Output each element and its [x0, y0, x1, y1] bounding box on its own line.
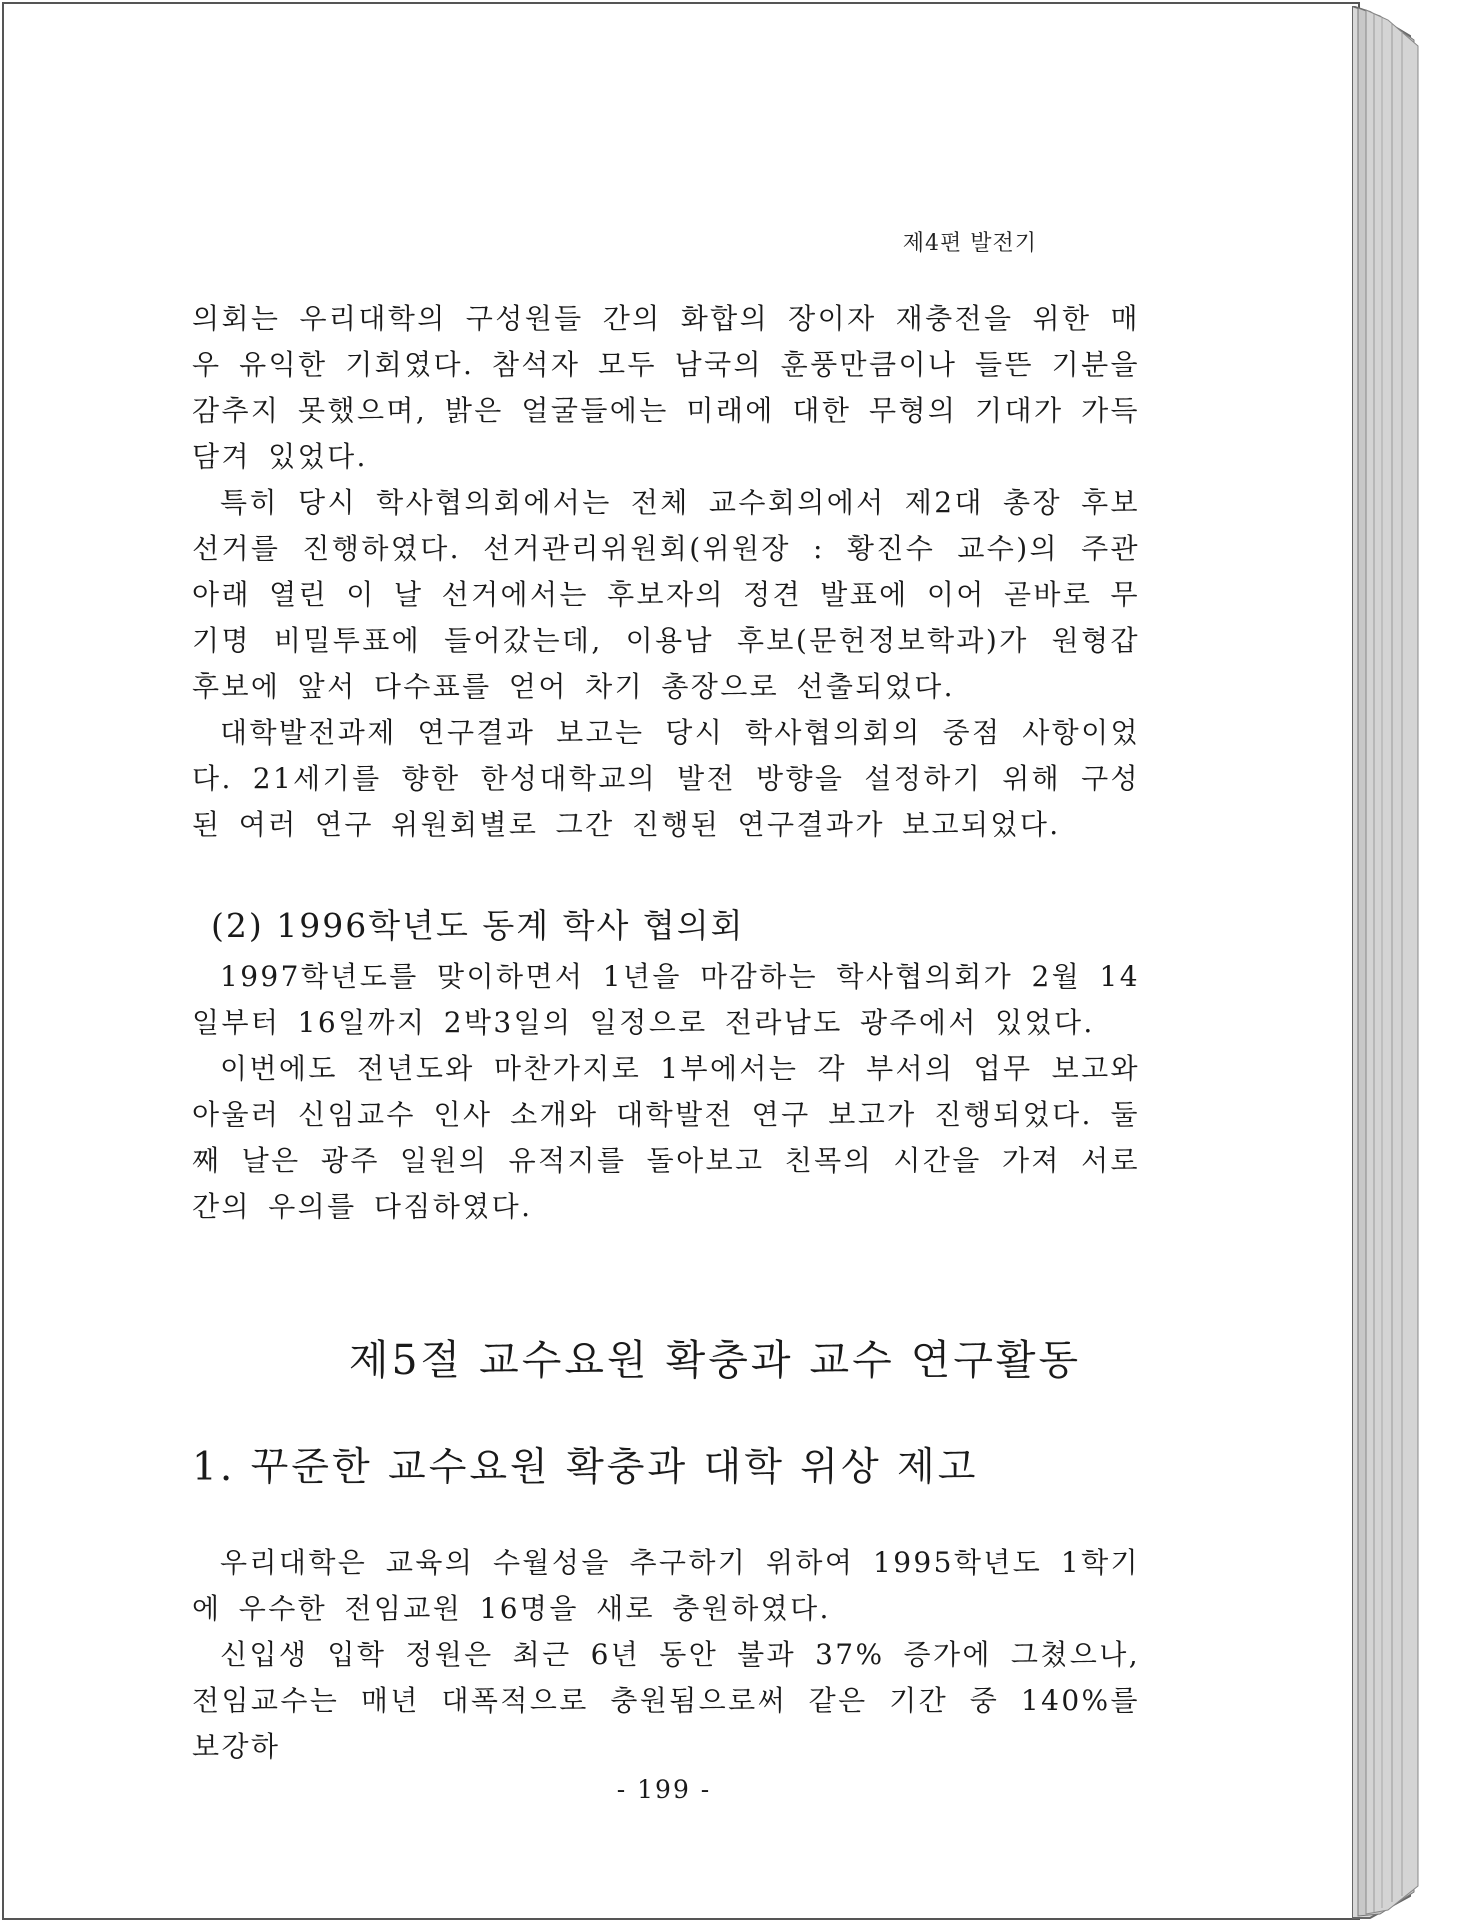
- body-block-2: [192, 954, 1140, 1230]
- section-title: 제5절 교수요원 확충과 교수 연구활동: [348, 1336, 1082, 1384]
- body-block-1: [192, 296, 1140, 848]
- paragraph: 이번에도 전년도와 마찬가지로 1부에서는 각 부서의 업무 보고와 아울러 신임교수 인사 소개와 대학발전 연구 보고가 진행되었다. 둘째 날은 광주 일원의 유적지를 돌아보고 친목의 시간을 가져 서로간의 우의를 다짐하였다.: [192, 1052, 1140, 1223]
- page-number: - 199 -: [616, 1775, 712, 1804]
- page-stack-edge: [1352, 6, 1428, 1920]
- sub-section-title: 1. 꾸준한 교수요원 확충과 대학 위상 제고: [192, 1445, 979, 1490]
- paragraph: 우리대학은 교육의 수월성을 추구하기 위하여 1995학년도 1학기에 우수한 전임교원 16명을 새로 충원하였다.: [192, 1546, 1140, 1625]
- subsection-heading: (2) 1996학년도 동계 학사 협의회: [211, 906, 745, 945]
- paragraph: 신입생 입학 정원은 최근 6년 동안 불과 37% 증가에 그쳤으나, 전임교수는 매년 대폭적으로 충원됨으로써 같은 기간 중 140%를 보강하: [192, 1638, 1140, 1763]
- paragraph: 의회는 우리대학의 구성원들 간의 화합의 장이자 재충전을 위한 매우 유익한 기회였다. 참석자 모두 남국의 훈풍만큼이나 들뜬 기분을 감추지 못했으며, 밝은 얼굴들에는 미래에 대한 무형의 기대가 가득 담겨 있었다.: [192, 302, 1140, 473]
- paragraph: 특히 당시 학사협의회에서는 전체 교수회의에서 제2대 총장 후보 선거를 진행하였다. 선거관리위원회(위원장 : 황진수 교수)의 주관 아래 열린 이 날 선거에서는 후보자의 정견 발표에 이어 곧바로 무기명 비밀투표에 들어갔는데, 이용남 후보(문헌정보학과)가 원형갑 후보에 앞서 다수표를 얻어 차기 총장으로 선출되었다.: [192, 486, 1140, 703]
- running-head: 제4편 발전기: [902, 231, 1037, 256]
- paragraph: 1997학년도를 맞이하면서 1년을 마감하는 학사협의회가 2월 14일부터 16일까지 2박3일의 일정으로 전라남도 광주에서 있었다.: [192, 960, 1140, 1039]
- paragraph: 대학발전과제 연구결과 보고는 당시 학사협의회의 중점 사항이었다. 21세기를 향한 한성대학교의 발전 방향을 설정하기 위해 구성된 여러 연구 위원회별로 그간 진행된 연구결과가 보고되었다.: [192, 716, 1140, 841]
- body-block-3: [192, 1540, 1140, 1770]
- book-page: [2, 2, 1360, 1920]
